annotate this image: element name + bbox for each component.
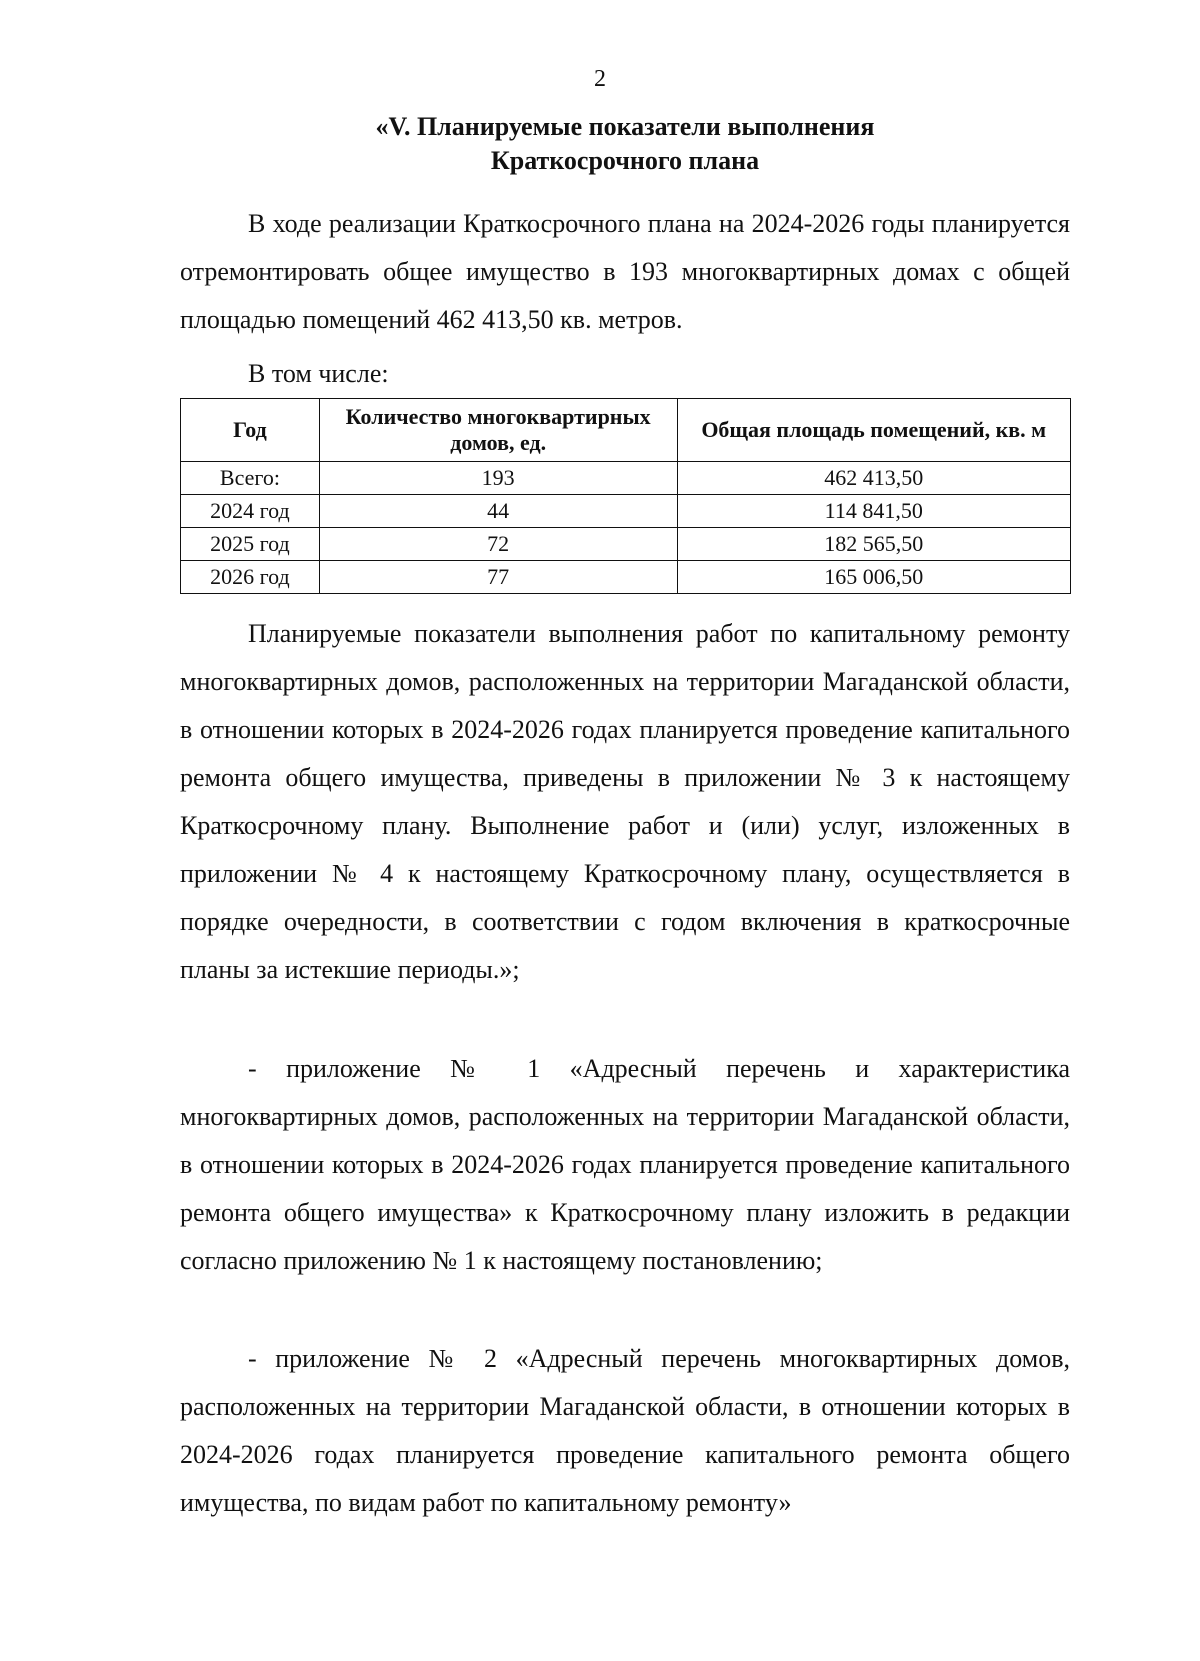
including-label: В том числе: — [248, 359, 389, 388]
cell-year: 2026 год — [181, 561, 320, 594]
cell-area: 462 413,50 — [677, 462, 1071, 495]
cell-count: 77 — [319, 561, 677, 594]
cell-count: 193 — [319, 462, 677, 495]
summary-table — [180, 398, 1071, 594]
cell-area: 114 841,50 — [677, 495, 1071, 528]
appendix-1-paragraph: - приложение № 1 «Адресный перечень и характеристика многоквартирных домов, расположенных на территории Магаданской области, в отношении которых в 2024-2026 годах планируется проведение капитального ремонта общего имущества» к Краткосрочному плану изложить в редакции согласно приложению № 1 к настоящему постановлению; — [180, 1054, 1070, 1275]
header-count: Количество многоквартирных домов, ед. — [319, 399, 677, 462]
appendix-2-paragraph: - приложение № 2 «Адресный перечень многоквартирных домов, расположенных на территории Магаданской области, в отношении которых в 2024-2026 годах планируется проведение капитального ремонта общего имущества, по видам работ по капитальному ремонту» — [180, 1344, 1070, 1517]
cell-year: Всего: — [181, 462, 320, 495]
page-number: 2 — [594, 66, 606, 92]
cell-count: 44 — [319, 495, 677, 528]
table-row — [181, 462, 1071, 495]
table-header-row — [181, 399, 1071, 462]
cell-count: 72 — [319, 528, 677, 561]
indicators-paragraph: Планируемые показатели выполнения работ по капитальному ремонту многоквартирных домов, расположенных на территории Магаданской области, в отношении которых в 2024-2026 годах планируется проведение капитального ремонта общего имущества, приведены в приложении № 3 к настоящему Краткосрочному плану. Выполнение работ и (или) услуг, изложенных в приложении № 4 к настоящему Краткосрочному плану, осуществляется в порядке очередности, в соответствии с годом включения в краткосрочные планы за истекшие периоды.»; — [180, 619, 1070, 984]
section-heading-line-1: «V. Планируемые показатели выполнения — [375, 112, 875, 141]
cell-area: 182 565,50 — [677, 528, 1071, 561]
table-row — [181, 561, 1071, 594]
section-heading — [180, 110, 1070, 178]
header-year: Год — [181, 399, 320, 462]
cell-area: 165 006,50 — [677, 561, 1071, 594]
intro-paragraph: В ходе реализации Краткосрочного плана на 2024-2026 годы планируется отремонтировать общее имущество в 193 многоквартирных домах с общей площадью помещений 462 413,50 кв. метров. — [180, 209, 1070, 334]
section-heading-line-2: Краткосрочного плана — [490, 146, 760, 175]
cell-year: 2025 год — [181, 528, 320, 561]
table-row — [181, 495, 1071, 528]
cell-year: 2024 год — [181, 495, 320, 528]
table-row — [181, 528, 1071, 561]
header-area: Общая площадь помещений, кв. м — [677, 399, 1071, 462]
